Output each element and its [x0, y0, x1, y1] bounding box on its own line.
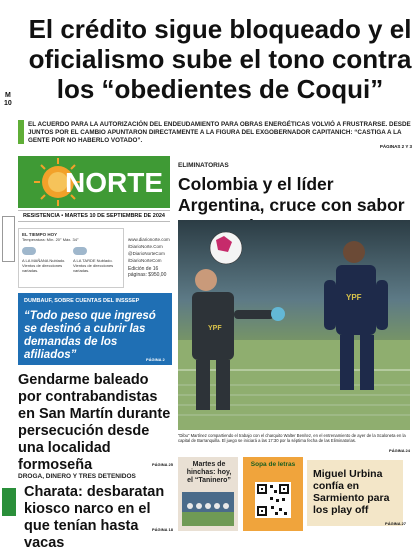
- cloud-icon: [73, 247, 87, 255]
- sport-kicker: ELIMINATORIAS: [178, 162, 229, 169]
- side-tag: M 10: [4, 92, 12, 107]
- masthead-logo: [18, 156, 170, 208]
- promo-team-photo: [182, 492, 234, 526]
- qr-code-icon: [255, 482, 291, 518]
- sport-headline[interactable]: Colombia y el líder Argentina, cruce con sabor: [178, 174, 405, 215]
- weather-box: [18, 228, 124, 288]
- side-index-strip: [2, 216, 15, 262]
- shirt-text-left: YPF: [208, 325, 222, 332]
- sport-photo-caption: “Dibu” Martínez compartiendo el trabajo con el charquito Walter Benítez, en el entrenamiento de ayer de la Scaloneta en la capital de Barranquilla. El juego se iniciará a las 17:30 por la séptima fecha de las Eliminatorias.: [178, 433, 406, 443]
- sport-page: PÁGINA 24: [389, 448, 410, 453]
- social-links: [128, 236, 172, 264]
- main-headline: El crédito sigue bloqueado y el oficialismo sube el tono contra los “obedientes de Coqui”: [28, 14, 412, 104]
- promo-hinchas-title: Martes de hinchas: hoy, el “Taninero”: [186, 461, 232, 484]
- subhead-accent: [18, 120, 24, 144]
- section-tag: [2, 488, 16, 516]
- subhead-page-ref: PÁGINAS 2 Y 3: [379, 144, 412, 149]
- promo-sopa-label: Sopa de letras: [250, 461, 296, 468]
- masthead-date: RESISTENCIA • MARTES 10 DE SEPTIEMBRE DE 2024: [18, 210, 170, 222]
- instagram-link[interactable]: /DiarioNorteCom: [128, 258, 162, 263]
- story-charata-kicker: DROGA, DINERO Y TRES DETENIDOS: [18, 473, 136, 480]
- blue-story-kicker: DUMBAUF, SOBRE CUENTAS DEL INSSSEP: [24, 298, 140, 304]
- blue-story-quote[interactable]: “Todo peso que ingresó se destinó a cubrir las demandas de los afiliados”: [24, 310, 156, 361]
- side-story-headline[interactable]: Miguel Urbina confía en Sarmiento para los play off: [313, 468, 390, 516]
- edition-price: Edición de 16 páginas: $950,00: [128, 266, 167, 278]
- weather-morning: A LA MAÑANA Nublado. Vientos de direcciones variadas.: [22, 245, 69, 273]
- sport-photo: [178, 220, 410, 430]
- weather-afternoon: A LA TARDE Nublado. Vientos de direcciones variadas.: [73, 245, 120, 273]
- weather-temps: Temperatura: Mín. 20° Máx. 34°: [22, 237, 79, 242]
- subhead: EL ACUERDO PARA LA AUTORIZACIÓN DEL ENDEUDAMIENTO PARA OBRAS ENERGÉTICAS VOLVIÓ A FRUSTRARSE. DESDE JUNTOS POR EL CAMBIO APUNTARON DIRECTAMENTE A LA FIGURA DEL EXGOBERNADOR CAPITANICH: “CASTIGA A LA GENTE POR NO HABERLO VOTADO”.: [28, 121, 411, 144]
- facebook-link[interactable]: /DiarioNorte.Com: [128, 244, 163, 249]
- shirt-text-right: YPF: [346, 293, 362, 302]
- logo-wordmark: NORTE: [65, 167, 163, 198]
- twitter-link[interactable]: @DiarioNorteCom: [128, 251, 165, 256]
- story-gendarme-headline[interactable]: Gendarme baleado por contrabandistas en San Martín durante persecución desde una localidad formoseña: [18, 372, 171, 473]
- story-gendarme-page: PÁGINA 25: [152, 462, 173, 467]
- side-story-page: PÁGINA 27: [385, 521, 406, 526]
- website-link[interactable]: www.diarionorte.com: [128, 237, 170, 242]
- cloud-icon: [22, 247, 36, 255]
- story-charata-page: PÁGINA 18: [152, 527, 173, 532]
- story-charata-headline[interactable]: Charata: desbaratan kiosco narco en el que tenían hasta vacas: [24, 484, 165, 551]
- weather-title: EL TIEMPO HOY: [22, 232, 58, 237]
- blue-story-page: PÁGINA 2: [146, 357, 165, 362]
